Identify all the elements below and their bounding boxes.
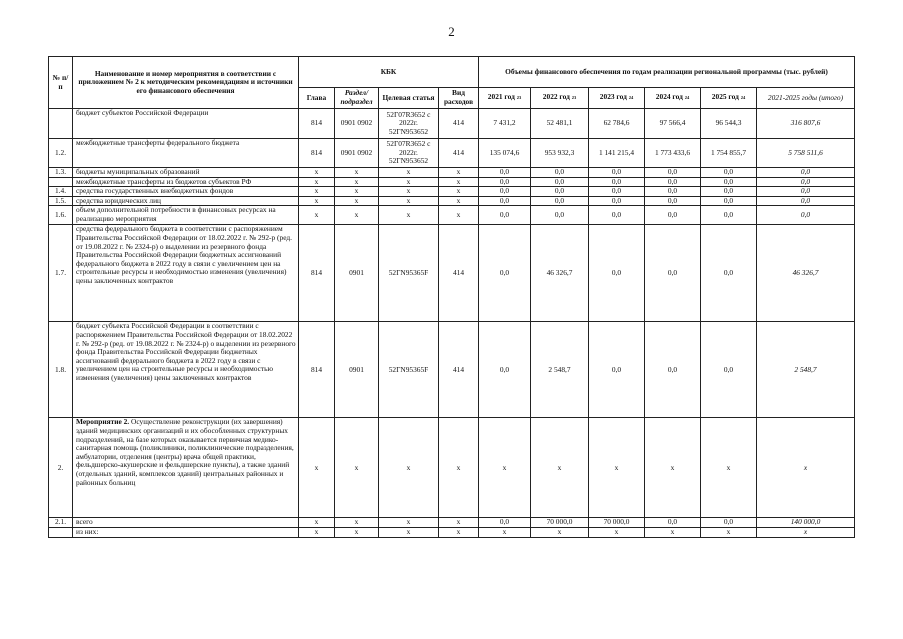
row-number: 1.5. [49,196,73,206]
cell-year-value: 0,0 [531,177,589,187]
row-name-bold: Мероприятие 2. [76,417,130,427]
header-glava: Глава [299,88,335,109]
cell-year-value: 0,0 [589,168,645,178]
cell-glava: x [299,518,335,528]
row-name [73,527,299,537]
table-row [49,518,855,528]
cell-year-value: x [645,418,701,518]
cell-glava: x [299,196,335,206]
row-number: 2.1. [49,518,73,528]
header-total: 2021-2025 годы (итого) [757,88,855,109]
cell-glava: x [299,418,335,518]
cell-vid: x [439,187,479,197]
header-no: № п/п [49,57,73,109]
cell-year-value: 0,0 [645,322,701,418]
cell-tselevaya: x [379,177,439,187]
cell-year-value: 1 754 855,7 [701,139,757,168]
cell-total: 0,0 [757,206,855,225]
cell-year-value: 0,0 [701,322,757,418]
cell-tselevaya: x [379,518,439,528]
row-name-text: средства государственных внебюджетных фондов [76,186,234,196]
cell-total: 140 000,0 [757,518,855,528]
cell-year-value: 0,0 [479,196,531,206]
cell-tselevaya: 52Г07R3652 с 2022г. 52ГN953652 [379,109,439,139]
row-name [73,196,299,206]
cell-year-value: 0,0 [701,518,757,528]
cell-razdel: 0901 [335,225,379,322]
row-name-text: Осуществление реконструкции (их завершения) зданий медицинских организаций и их обособленных структурных подразделений, на базе которых оказывается первичная медико-санитарная помощь (поликлиники, поликлинические подразделения, амбулатории, отделения (центры) врача общей практики, фельдшерско-акушерские и фельдшерские пункты), а также зданий (отдельных зданий, комплексов зданий) центральных районных и районных больниц [76,417,294,487]
cell-razdel: 0901 0902 [335,109,379,139]
cell-year-value: 1 773 433,6 [645,139,701,168]
row-name-text: межбюджетные трансферты из бюджетов субъектов РФ [76,177,252,186]
table-row [49,187,855,197]
table-row [49,418,855,518]
cell-razdel: x [335,177,379,187]
cell-vid: x [439,518,479,528]
page-number: 2 [448,24,455,39]
cell-total: 0,0 [757,196,855,206]
cell-vid: 414 [439,109,479,139]
cell-year-value: 0,0 [479,225,531,322]
header-name: Наименование и номер мероприятия в соответствии с приложением № 2 к методическим рекомендациям и источники его финансового обеспечения [73,57,299,109]
table-row [49,109,855,139]
cell-year-value: 97 566,4 [645,109,701,139]
row-name [73,177,299,187]
cell-year-value: 0,0 [701,196,757,206]
cell-year-value: 62 784,6 [589,109,645,139]
header-year: 2024 год 24 [645,88,701,109]
row-name-text: средства юридических лиц [76,196,161,205]
row-number: 1.7. [49,225,73,322]
cell-year-value: 0,0 [701,225,757,322]
row-name [73,322,299,418]
cell-year-value: x [589,527,645,537]
cell-vid: x [439,206,479,225]
cell-glava: x [299,187,335,197]
cell-year-value: 0,0 [645,177,701,187]
cell-total: 0,0 [757,187,855,197]
row-number [49,109,73,139]
cell-year-value: 52 481,1 [531,109,589,139]
cell-year-value: 0,0 [479,187,531,197]
cell-glava: 814 [299,225,335,322]
row-name-text: средства федерального бюджета в соответствии с распоряжением Правительства Российской Федерации от 18.02.2022 г. № 292-р (ред. от 19.08.2022 г. № 2324-р) о выделении из резервного фонда Правительства Российской Федерации бюджетных ассигнований федерального бюджета в 2022 году в связи с увеличением цен на строительные ресурсы и необходимостью изменения (увеличения) цены заключенных контрактов [76,224,292,285]
row-name [73,168,299,178]
cell-year-value: 0,0 [589,177,645,187]
row-number: 2. [49,418,73,518]
cell-year-value: 2 548,7 [531,322,589,418]
cell-year-value: 0,0 [531,168,589,178]
cell-year-value: 0,0 [645,196,701,206]
table-row [49,177,855,187]
cell-razdel: x [335,418,379,518]
cell-total: 316 807,6 [757,109,855,139]
cell-year-value: 0,0 [589,225,645,322]
financing-table [48,56,855,538]
cell-year-value: x [589,418,645,518]
cell-razdel: x [335,518,379,528]
cell-glava: x [299,527,335,537]
cell-glava: 814 [299,139,335,168]
cell-razdel: 0901 0902 [335,139,379,168]
cell-vid: 414 [439,322,479,418]
table-row [49,168,855,178]
cell-year-value: 0,0 [701,177,757,187]
cell-razdel: 0901 [335,322,379,418]
cell-year-value: 0,0 [479,168,531,178]
table-row [49,206,855,225]
table-row [49,322,855,418]
cell-year-value: 0,0 [589,187,645,197]
table-row [49,196,855,206]
cell-year-value: x [531,418,589,518]
cell-tselevaya: x [379,527,439,537]
cell-razdel: x [335,527,379,537]
cell-year-value: x [701,418,757,518]
cell-total: x [757,527,855,537]
table-row [49,225,855,322]
cell-glava: x [299,177,335,187]
cell-year-value: 0,0 [701,206,757,225]
cell-year-value: 0,0 [645,518,701,528]
cell-total: 46 326,7 [757,225,855,322]
cell-year-value: x [531,527,589,537]
row-name-text: бюджеты муниципальных образований [76,167,200,176]
cell-vid: 414 [439,225,479,322]
row-number [49,177,73,187]
cell-vid: 414 [439,139,479,168]
cell-razdel: x [335,206,379,225]
cell-year-value: 0,0 [531,196,589,206]
row-number: 1.8. [49,322,73,418]
cell-glava: 814 [299,322,335,418]
row-name-text: всего [76,517,93,527]
cell-total: 0,0 [757,168,855,178]
cell-razdel: x [335,196,379,206]
cell-tselevaya: x [379,418,439,518]
cell-year-value: 7 431,2 [479,109,531,139]
row-name-text: объем дополнительной потребности в финансовых ресурсах на реализацию мероприятия [76,205,276,223]
header-razdel: Раздел/ подраздел [335,88,379,109]
header-vid: Вид расходов [439,88,479,109]
cell-tselevaya: x [379,196,439,206]
cell-razdel: x [335,168,379,178]
row-number: 1.3. [49,168,73,178]
row-name-text: бюджет субъекта Российской Федерации в соответствии с распоряжением Правительства Российской Федерации от 18.02.2022 г. № 292-р (ред. от 19.08.2022 г. № 2324-р) о выделении из резервного фонда Правительства Российской Федерации бюджетных ассигнований федерального бюджета в 2022 году в связи с увеличением цен на строительные ресурсы и необходимостью изменения (увеличения) цены заключенных контрактов [76,321,296,382]
cell-glava: 814 [299,109,335,139]
cell-year-value: 0,0 [701,168,757,178]
header-kbk: КБК [299,57,479,88]
cell-year-value: 135 074,6 [479,139,531,168]
cell-tselevaya: x [379,187,439,197]
cell-year-value: 0,0 [479,518,531,528]
cell-year-value: 0,0 [531,187,589,197]
cell-total: x [757,418,855,518]
row-number: 1.6. [49,206,73,225]
header-year: 2025 год 24 [701,88,757,109]
cell-razdel: x [335,187,379,197]
cell-total: 0,0 [757,177,855,187]
cell-tselevaya: 52Г07R3652 с 2022г. 52ГN953652 [379,139,439,168]
cell-year-value: 953 932,3 [531,139,589,168]
cell-tselevaya: 52ГN95365F [379,322,439,418]
table-row [49,139,855,168]
cell-year-value: 1 141 215,4 [589,139,645,168]
row-name-text: бюджет субъектов Российской Федерации [76,108,209,117]
cell-total: 2 548,7 [757,322,855,418]
cell-year-value: x [701,527,757,537]
cell-year-value: 0,0 [589,206,645,225]
cell-tselevaya: 52ГN95365F [379,225,439,322]
header-year: 2021 год 23 [479,88,531,109]
row-name-text: межбюджетные трансферты федерального бюджета [76,138,240,147]
cell-tselevaya: x [379,168,439,178]
cell-year-value: 0,0 [589,196,645,206]
cell-year-value: 0,0 [645,206,701,225]
row-number: 1.4. [49,187,73,197]
cell-year-value: 0,0 [645,225,701,322]
row-name [73,418,299,518]
cell-vid: x [439,527,479,537]
row-name [73,109,299,139]
cell-vid: x [439,168,479,178]
cell-year-value: 0,0 [645,168,701,178]
header-volumes: Объемы финансового обеспечения по годам реализации региональной программы (тыс. рублей) [479,57,855,88]
cell-year-value: 0,0 [479,322,531,418]
cell-vid: x [439,196,479,206]
row-number: 1.2. [49,139,73,168]
table-body [49,109,855,538]
cell-year-value: 96 544,3 [701,109,757,139]
cell-year-value: x [645,527,701,537]
cell-year-value: x [479,527,531,537]
cell-year-value: 0,0 [645,187,701,197]
row-number [49,527,73,537]
cell-year-value: 0,0 [701,187,757,197]
cell-year-value: x [479,418,531,518]
row-name [73,206,299,225]
cell-vid: x [439,418,479,518]
row-name [73,139,299,168]
cell-glava: x [299,206,335,225]
cell-year-value: 0,0 [479,206,531,225]
cell-vid: x [439,177,479,187]
cell-year-value: 46 326,7 [531,225,589,322]
cell-year-value: 0,0 [479,177,531,187]
header-tselevaya: Целевая статья [379,88,439,109]
row-name [73,225,299,322]
cell-tselevaya: x [379,206,439,225]
header-year: 2023 год 24 [589,88,645,109]
row-name [73,518,299,528]
table-row [49,527,855,537]
cell-total: 5 758 511,6 [757,139,855,168]
cell-year-value: 70 000,0 [589,518,645,528]
cell-year-value: 0,0 [531,206,589,225]
cell-year-value: 0,0 [589,322,645,418]
cell-year-value: 70 000,0 [531,518,589,528]
row-name-text: из них: [76,527,99,536]
row-name [73,187,299,197]
header-year: 2022 год 23 [531,88,589,109]
cell-glava: x [299,168,335,178]
